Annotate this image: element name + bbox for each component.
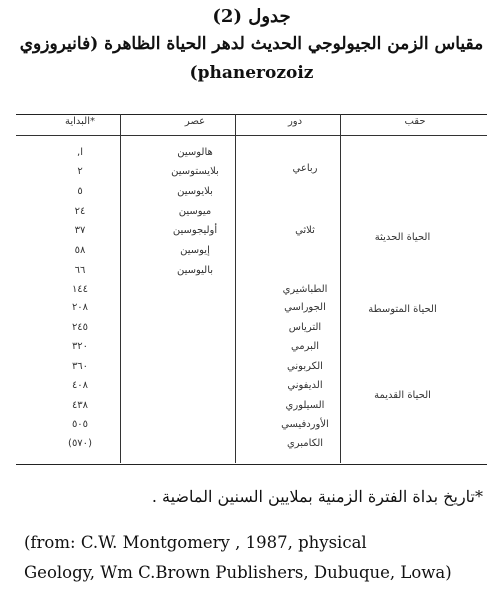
source-citation-line2: Geology, Wm C.Brown Publishers, Dubuque, Lowa)	[24, 563, 452, 582]
period-name: السيلوري	[285, 400, 325, 411]
period-name: الترياس	[288, 322, 322, 333]
column-divider	[340, 114, 341, 463]
start-value: ٤٣٨	[71, 400, 89, 411]
start-value: ٣٢٠	[71, 341, 89, 352]
header-epoch: عصر	[184, 116, 206, 127]
start-value: ا,	[77, 147, 83, 158]
start-value: ٢٠٨	[71, 302, 89, 313]
epoch-name: ميوسين	[178, 206, 212, 217]
epoch-name: بلايستوسين	[171, 166, 219, 177]
start-value: ٢٤	[74, 206, 86, 217]
start-value: ٣٧	[74, 225, 86, 236]
era-name: الحياة القديمة	[374, 390, 431, 401]
epoch-name: بلايوسين	[177, 186, 213, 197]
era-name: الحياة المتوسطة	[368, 304, 437, 315]
period-name: الديفوني	[287, 380, 323, 391]
start-value: ٥	[77, 186, 83, 197]
column-divider	[120, 114, 121, 463]
period-name: رباعي	[292, 163, 318, 174]
start-value: ٦٦	[74, 265, 86, 276]
table-caption: جدول (2)	[212, 6, 291, 27]
source-citation-line1: (from: C.W. Montgomery , 1987, physical	[24, 533, 367, 552]
epoch-name: هالوسين	[177, 147, 213, 158]
epoch-name: إيوسين	[180, 245, 210, 256]
period-name: الطباشيري	[282, 284, 328, 295]
start-value: ٥٠٥	[71, 419, 89, 430]
period-name: الجوراسي	[284, 302, 326, 313]
period-name: البرمي	[290, 341, 320, 352]
start-value: ٢	[77, 166, 83, 177]
start-value: ٤٠٨	[71, 380, 89, 391]
start-value: ٥٨	[74, 245, 86, 256]
footnote: *تاريخ بداة الفترة الزمنية بملايين السنين الماضية .	[151, 487, 483, 506]
epoch-name: أوليجوسين	[172, 225, 218, 236]
header-period: دور	[287, 116, 303, 127]
period-name: الكامبري	[286, 438, 324, 449]
header-divider	[16, 135, 487, 136]
start-value: ١٤٤	[71, 284, 89, 295]
period-name: الكربوني	[287, 361, 323, 372]
header-era: حقب	[404, 116, 426, 127]
start-value: (٥٧٠)	[68, 438, 92, 449]
period-name: ثلاثي	[295, 225, 315, 236]
header-start: البداية*	[64, 116, 95, 127]
start-value: ٢٤٥	[71, 322, 89, 333]
era-name: الحياة الحديثة	[374, 232, 431, 243]
epoch-name: باليوسين	[176, 265, 214, 276]
table-title: مقياس الزمن الجيولوجي الحديث لدهر الحياة الظاهرة (فانيروزوي	[19, 34, 484, 54]
period-name: الأوردفيسي	[281, 419, 329, 430]
table-title-latin: (phanerozoiz	[189, 63, 314, 83]
start-value: ٣٦٠	[71, 361, 89, 372]
